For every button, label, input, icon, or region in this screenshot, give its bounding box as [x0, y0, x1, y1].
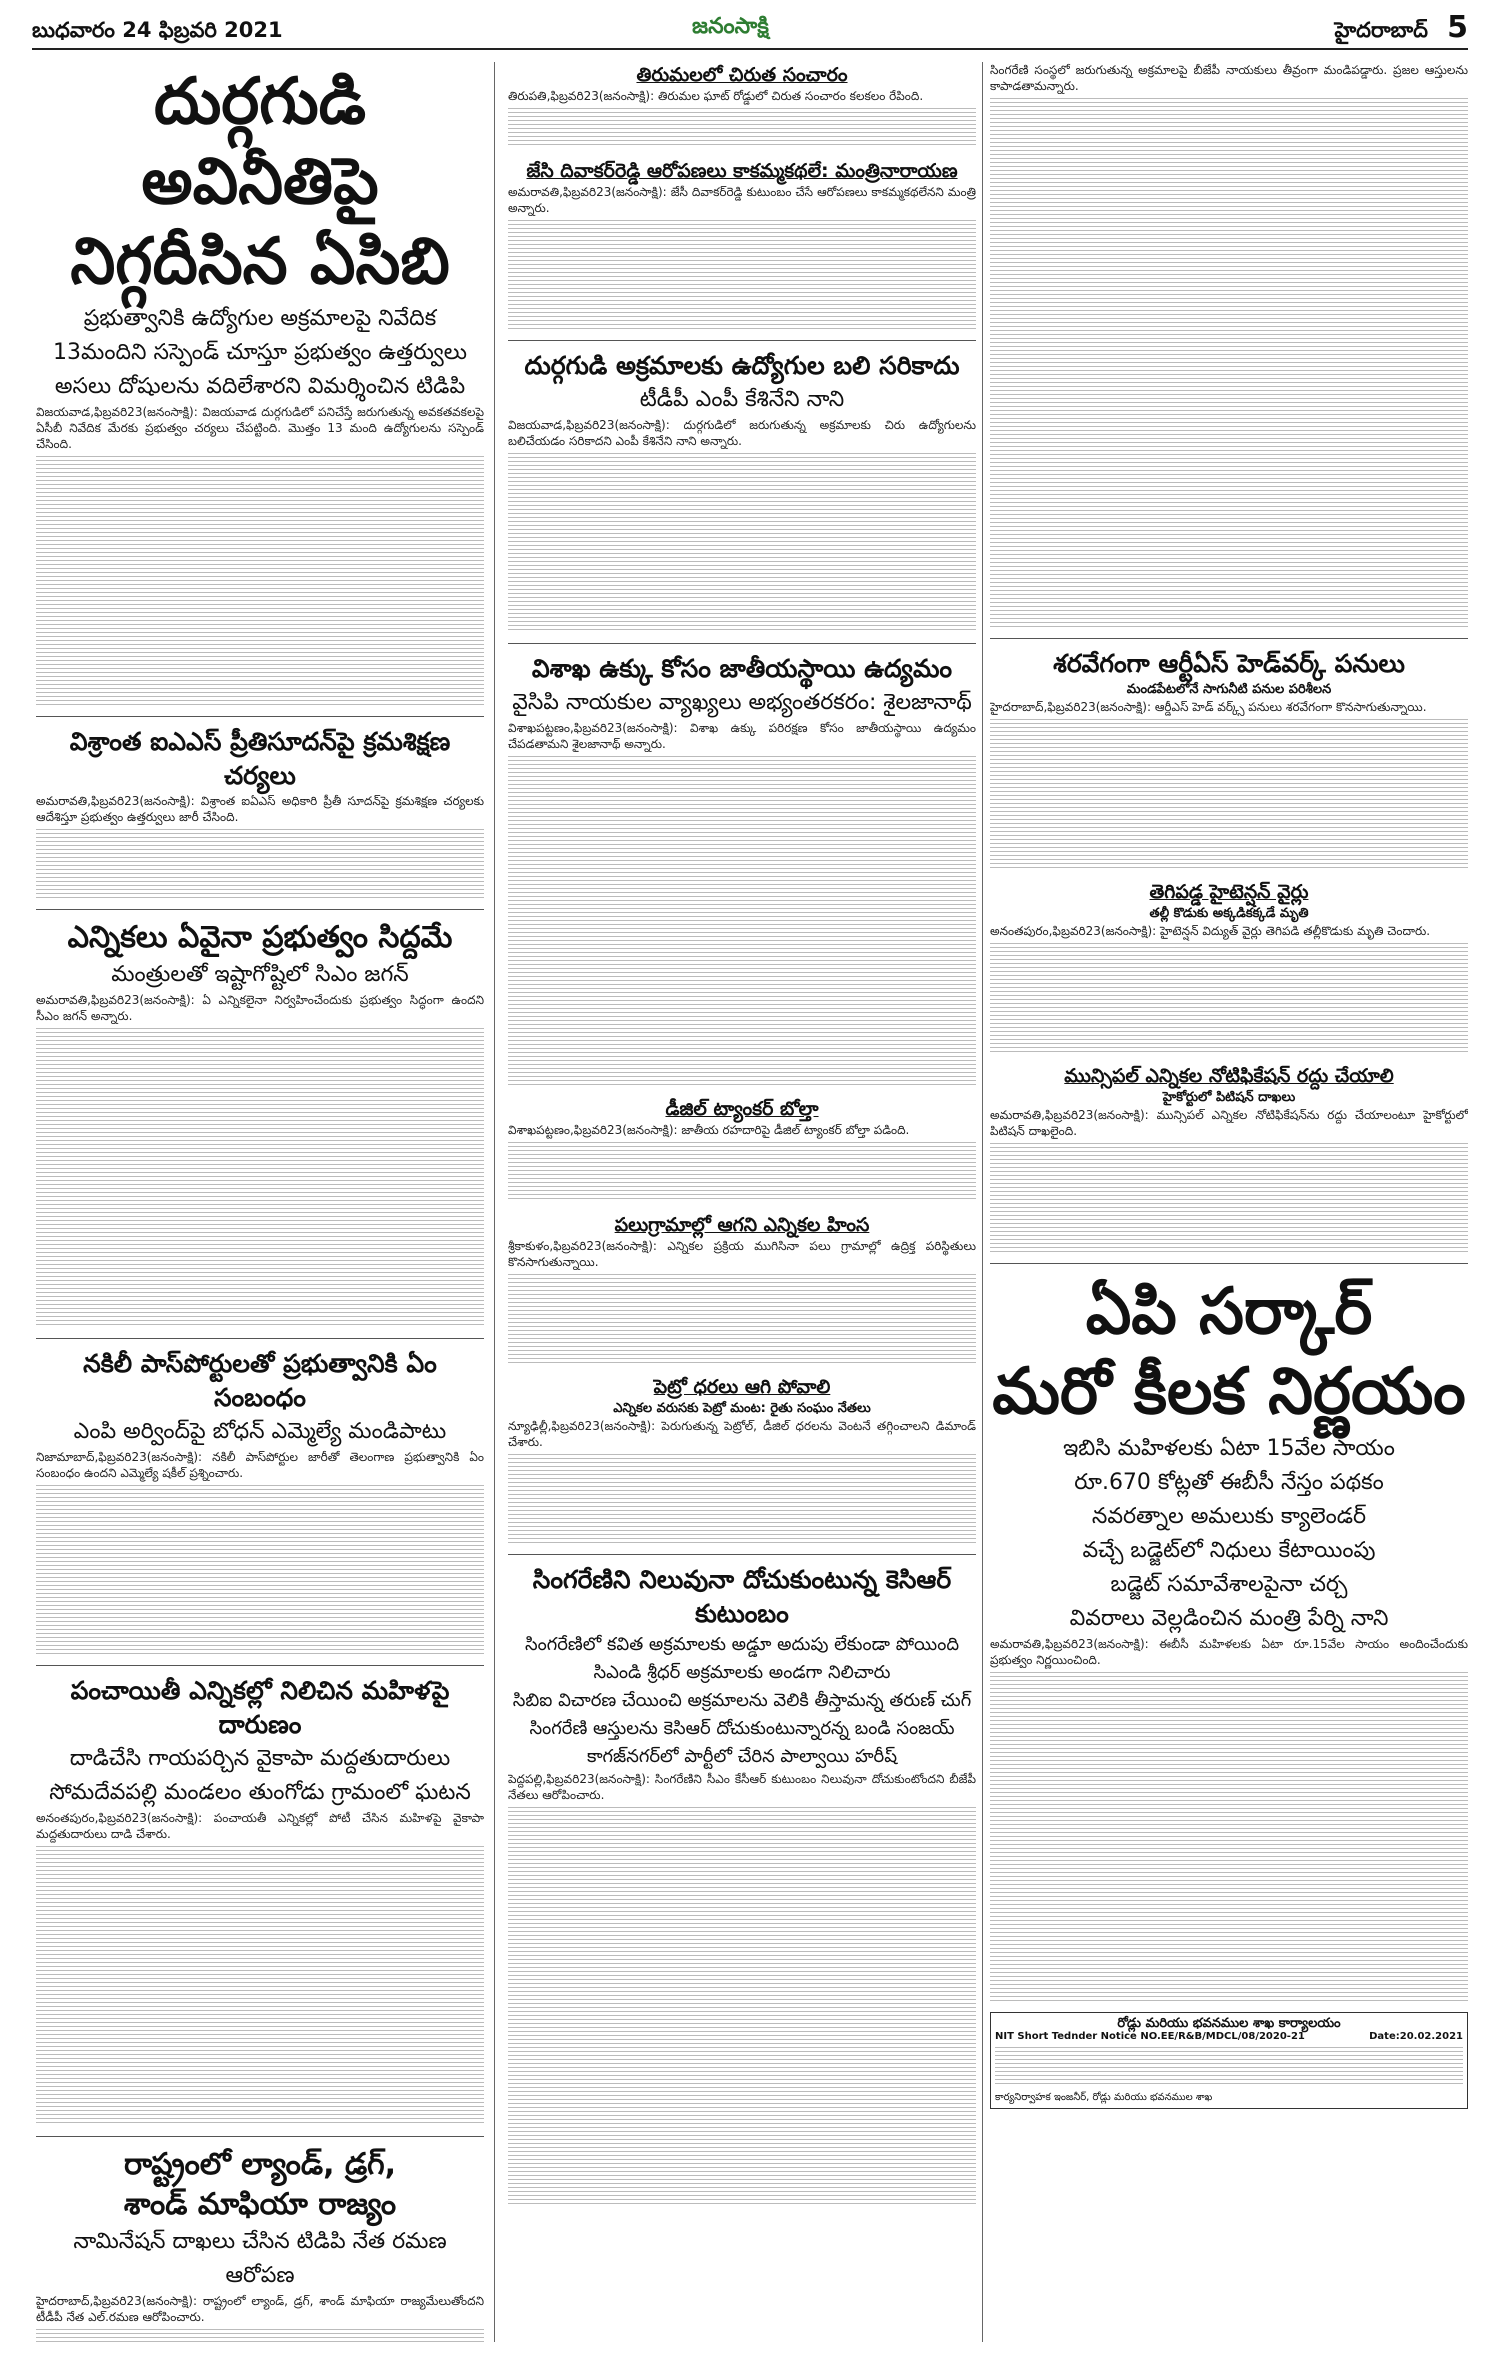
- article-body: అనంతపురం,ఫిబ్రవరి23(జనంసాక్షి): పంచాయతీ ఎన్నికల్లో పోటీ చేసిన మహిళపై వైకాపా మద్దతుదారులు దాడి చేశారు.: [36, 1811, 484, 1841]
- column-2: [508, 62, 976, 2342]
- subheadline: సిఎండి శ్రీధర్‌ అక్రమాలకు అండగా నిలిచారు: [593, 1662, 891, 1683]
- article-mafia-raj: [36, 2145, 484, 2342]
- subheadline: నవరత్నాల అమలుకు క్యాలెండర్‌: [1091, 1504, 1367, 1529]
- article-petrol-prices: [508, 1374, 976, 1544]
- headline: ఎన్నికలు ఏవైనా ప్రభుత్వం సిద్దమే: [67, 920, 453, 955]
- edition-city: హైదరాబాద్: [1334, 18, 1428, 42]
- subheadline: సింగరేణి ఆస్తులను కెసిఆర్‌ దోచుకుంటున్నారన్న బండి సంజయ్‌: [529, 1718, 955, 1739]
- article-jc-diwakar: [508, 158, 976, 330]
- article-preeti-sudan: [36, 725, 484, 899]
- subheadline: రూ.670 కోట్లతో ఈబీసీ నేస్తం పథకం: [1074, 1470, 1384, 1495]
- headline: తిరుమలలో చిరుత సంచారం: [636, 64, 848, 86]
- article-body: హైదరాబాద్‌,ఫిబ్రవరి23(జనంసాక్షి): రాష్ట్రంలో ల్యాండ్‌, డ్రగ్‌, శాండ్‌ మాఫియా రాజ్యమేలుతోందని టీడీపీ నేత ఎల్‌.రమణ ఆరోపించారు.: [36, 2294, 484, 2324]
- subheadline: సిబిఐ విచారణ చేయించి అక్రమాలను వెలికి తీస్తామన్న తరుణ్‌ చుగ్‌: [512, 1690, 972, 1711]
- headline: శరవేగంగా ఆర్టీఏస్‌ హెడ్‌వర్క్‌ పనులు: [1053, 649, 1405, 678]
- headline-line-2: మరో కీలక నిర్ణయం: [992, 1355, 1466, 1429]
- subheadline: తల్లీ కొడుకు అక్కడికక్కడే మృతి: [1149, 906, 1309, 921]
- article-municipal-notification: [990, 1063, 1468, 1253]
- article-ap-sarkar: [990, 1272, 1468, 2002]
- column-1: [36, 62, 484, 2342]
- article-body: అమరావతి,ఫిబ్రవరి23(జనంసాక్షి): విశ్రాంత ఐఏఎస్‌ అధికారి ప్రీతీ సూదన్‌పై క్రమశిక్షణ చర్యలకు ఆదేశిస్తూ ప్రభుత్వం ఉత్తర్వులు జారీ చేసింది.: [36, 794, 484, 824]
- subheadline: టీడీపీ ఎంపీ కేశినేని నాని: [639, 387, 845, 412]
- subheadline: 13మందిని సస్పెండ్‌ చూస్తూ ప్రభుత్వం ఉత్తర్వులు: [53, 340, 467, 365]
- column-rule: [494, 62, 495, 2342]
- subheadline: మంత్రులతో ఇష్టాగోష్టిలో సిఎం జగన్‌: [111, 962, 409, 987]
- notice-date: Date:20.02.2021: [1369, 2031, 1463, 2042]
- headline: తెగిపడ్డ హైటెన్షన్‌ వైర్లు: [1149, 881, 1309, 903]
- article-body: అనంతపురం,ఫిబ్రవరి23(జనంసాక్షి): హైటెన్షన్‌ విద్యుత్‌ వైర్లు తెగిపడి తల్లీకొడుకు మృతి చెందారు.: [990, 924, 1431, 938]
- headline: జేసి దివాకర్‌రెడ్డి ఆరోపణలు కాకమ్మకథలే: మంత్రినారాయణ: [526, 160, 958, 182]
- article-high-tension-wires: [990, 879, 1468, 1053]
- notice-footer: కార్యనిర్వాహక ఇంజనీర్‌, రోడ్లు మరియు భవనముల శాఖ: [995, 2092, 1213, 2103]
- subheadline: దాడిచేసి గాయపర్చిన వైకాపా మద్దతుదారులు: [69, 1746, 451, 1771]
- article-attack-on-woman: [36, 1674, 484, 2126]
- column-3: [990, 62, 1468, 2342]
- article-durga-temple-acb: [36, 62, 484, 706]
- article-rds-headworks: [990, 647, 1468, 869]
- headline: సింగరేణిని నిలువునా దోచుకుంటున్న కెసిఆర్‌ కుటుంబం: [532, 1565, 952, 1628]
- article-body: న్యూఢిల్లీ,ఫిబ్రవరి23(జనంసాక్షి): పెరుగుతున్న పెట్రోల్‌, డీజిల్‌ ధరలను వెంటనే తగ్గించాలని డిమాండ్‌ చేశారు.: [508, 1419, 976, 1449]
- article-body: తిరుపతి,ఫిబ్రవరి23(జనంసాక్షి): తిరుమల ఘాట్‌ రోడ్డులో చిరుత సంచారం కలకలం రేపింది.: [508, 89, 924, 103]
- article-elections-ready: [36, 918, 484, 1328]
- article-body: హైదరాబాద్‌,ఫిబ్రవరి23(జనంసాక్షి): ఆర్డీఎస్‌ హెడ్‌ వర్క్స్‌ పనులు శరవేగంగా కొనసాగుతున్నాయి.: [990, 700, 1427, 714]
- article-body: నిజామాబాద్‌,ఫిబ్రవరి23(జనంసాక్షి): నకిలీ పాస్‌పోర్టుల జారీతో తెలంగాణ ప్రభుత్వానికి ఏం సంబంధం ఉందని ఎమ్మెల్యే షకీల్‌ ప్రశ్నించారు.: [36, 1450, 484, 1480]
- headline: విశాఖ ఉక్కు కోసం జాతీయస్థాయి ఉద్యమం: [531, 654, 953, 683]
- page-header: [32, 10, 1468, 50]
- article-election-violence: [508, 1212, 976, 1364]
- article-body: విశాఖపట్టణం,ఫిబ్రవరి23(జనంసాక్షి): జాతీయ రహదారిపై డీజిల్‌ ట్యాంకర్‌ బోల్తా పడింది.: [508, 1123, 910, 1137]
- headline: దుర్గగుడి అక్రమాలకు ఉద్యోగుల బలి సరికాదు: [524, 351, 960, 380]
- article-body: విజయవాడ,ఫిబ్రవరి23(జనంసాక్షి): దుర్గగుడిలో జరుగుతున్న అక్రమాలకు చిరు ఉద్యోగులను బలిచేయడం సరికాదని ఎంపీ కేశినేని నాని అన్నారు.: [508, 418, 976, 448]
- article-continued: [990, 62, 1468, 628]
- notice-reference: NIT Short Tednder Notice NO.EE/R&B/MDCL/08/2020-21: [995, 2031, 1305, 2042]
- subheadline: మండపేటలోనే సాగునీటి పనుల పరిశీలన: [1126, 682, 1332, 697]
- newspaper-logo: జనంసాక్షి: [692, 14, 769, 39]
- article-body: అమరావతి,ఫిబ్రవరి23(జనంసాక్షి): జేసీ దివాకర్‌రెడ్డి కుటుంబం చేసే ఆరోపణలు కాకమ్మకథలేనని మంత్రి అన్నారు.: [508, 185, 976, 215]
- article-vizag-steel: [508, 652, 976, 1086]
- subheadline: వివరాలు వెల్లడించిన మంత్రి పేర్ని నాని: [1069, 1606, 1389, 1631]
- headline: పంచాయితీ ఎన్నికల్లో నిలిచిన మహిళపై దారుణం: [70, 1676, 450, 1739]
- headline: పెట్రో ధరలు ఆగి పోవాలి: [653, 1376, 831, 1398]
- subheadline: నామినేషన్‌ దాఖలు చేసిన టిడిపి నేత రమణ ఆరోపణ: [73, 2229, 447, 2288]
- headline-line-1: రాష్ట్రంలో ల్యాండ్‌, డ్రగ్‌,: [123, 2147, 397, 2182]
- article-body: విజయవాడ,ఫిబ్రవరి23(జనంసాక్షి): విజయవాడ దుర్గగుడిలో పనిచేస్తే జరుగుతున్న అవకతవకలపై ఏసీబీ నివేదిక మేరకు ప్రభుత్వం చర్యలు చేపట్టింది. మొత్తం 13 మంది ఉద్యోగులను సస్పెండ్‌ చేసింది.: [36, 405, 484, 451]
- article-fake-passports: [36, 1347, 484, 1655]
- issue-date: బుధవారం 24 ఫిబ్రవరి 2021: [32, 18, 283, 42]
- headline: మున్సిపల్‌ ఎన్నికల నోటిఫికేషన్‌ రద్దు చేయాలి: [1064, 1065, 1394, 1087]
- headline: నకిలీ పాస్‌పోర్టులతో ప్రభుత్వానికి ఏం సంబంధం: [83, 1349, 437, 1412]
- headline: పలుగ్రామాల్లో ఆగని ఎన్నికల హింస: [614, 1214, 870, 1236]
- article-durga-employees: [508, 349, 976, 633]
- subheadline: ఎన్నికల వరుసకు పెట్రో మంట: రైతు సంఘం నేతలు: [613, 1401, 871, 1416]
- article-body: అమరావతి,ఫిబ్రవరి23(జనంసాక్షి): మున్సిపల్‌ ఎన్నికల నోటిఫికేషన్‌ను రద్దు చేయాలంటూ హైకోర్టులో పిటిషన్‌ దాఖలైంది.: [990, 1108, 1468, 1138]
- article-body: విశాఖపట్టణం,ఫిబ్రవరి23(జనంసాక్షి): విశాఖ ఉక్కు పరిరక్షణ కోసం జాతీయస్థాయి ఉద్యమం చేపడతామని శైలజానాథ్‌ అన్నారు.: [508, 721, 976, 751]
- article-body: అమరావతి,ఫిబ్రవరి23(జనంసాక్షి): ఏ ఎన్నికలైనా నిర్వహించేందుకు ప్రభుత్వం సిద్ధంగా ఉందని సీఎం జగన్‌ అన్నారు.: [36, 993, 484, 1023]
- tender-notice: [990, 2012, 1468, 2109]
- headline-line-1: ఏపి సర్కార్‌: [1085, 1275, 1373, 1349]
- article-body: పెద్దపల్లి,ఫిబ్రవరి23(జనంసాక్షి): సింగరేణిని సీఎం కేసీఆర్‌ కుటుంబం నిలువునా దోచుకుంటోందని బీజేపీ నేతలు ఆరోపించారు.: [508, 1772, 976, 1802]
- subheadline: ఇబిసి మహిళలకు ఏటా 15వేల సాయం: [1063, 1436, 1395, 1461]
- subheadline: అసలు దోషులను వదిలేశారని విమర్శించిన టిడిపి: [54, 374, 466, 399]
- subheadline: ఎంపి అర్వింద్‌పై బోధన్‌ ఎమ్మెల్యే మండిపాటు: [73, 1419, 447, 1444]
- headline-line-1: దుర్గగుడి అవినీతిపై: [141, 65, 379, 219]
- subheadline: వైసిపి నాయకుల వ్యాఖ్యలు అభ్యంతరకరం: శైలజానాథ్‌: [512, 690, 972, 715]
- subheadline: ప్రభుత్వానికి ఉద్యోగుల అక్రమాలపై నివేదిక: [83, 306, 437, 331]
- article-singareni: [508, 1563, 976, 2207]
- article-body: అమరావతి,ఫిబ్రవరి23(జనంసాక్షి): ఈబీసీ మహిళలకు ఏటా రూ.15వేల సాయం అందించేందుకు ప్రభుత్వం నిర్ణయించింది.: [990, 1637, 1468, 1667]
- subheadline: బడ్జెట్‌ సమావేశాలపైనా చర్చ: [1110, 1572, 1348, 1597]
- subheadline: కాగజ్‌నగర్‌లో పార్టీలో చేరిన పాల్వాయి హరీష్‌: [586, 1746, 898, 1767]
- subheadline: సోమదేవపల్లి మండలం తుంగోడు గ్రామంలో ఘటన: [49, 1780, 471, 1805]
- article-body: శ్రీకాకుళం,ఫిబ్రవరి23(జనంసాక్షి): ఎన్నికల ప్రక్రియ ముగిసినా పలు గ్రామాల్లో ఉద్రిక్త పరిస్థితులు కొనసాగుతున్నాయి.: [508, 1239, 976, 1269]
- headline-line-2: నిగ్గదీసిన ఏసిబి: [70, 225, 450, 299]
- article-body: సింగరేణి సంస్థలో జరుగుతున్న అక్రమాలపై బీజేపీ నాయకులు తీవ్రంగా మండిపడ్డారు. ప్రజల ఆస్తులను కాపాడతామన్నారు.: [990, 63, 1468, 93]
- column-rule: [982, 62, 983, 2342]
- headline: డీజిల్‌ ట్యాంకర్‌ బోల్తా: [665, 1098, 819, 1120]
- notice-heading: రోడ్లు మరియు భవనముల శాఖ కార్యాలయం: [1117, 2016, 1341, 2031]
- page-number: 5: [1447, 10, 1468, 45]
- subheadline: హైకోర్టులో పిటిషన్‌ దాఖలు: [1162, 1090, 1296, 1105]
- subheadline: సింగరేణిలో కవిత అక్రమాలకు అడ్డూ అదుపు లేకుండా పోయింది: [524, 1634, 960, 1655]
- headline: విశ్రాంత ఐఎఎస్‌ ప్రీతిసూదన్‌పై క్రమశిక్షణ చర్యలు: [69, 727, 451, 790]
- headline-line-2: శాండ్‌ మాఫియా రాజ్యం: [123, 2187, 397, 2222]
- article-diesel-tanker: [508, 1096, 976, 1202]
- article-tirumala-leopard: [508, 62, 976, 148]
- subheadline: వచ్చే బడ్జెట్‌లో నిధులు కేటాయింపు: [1082, 1538, 1376, 1563]
